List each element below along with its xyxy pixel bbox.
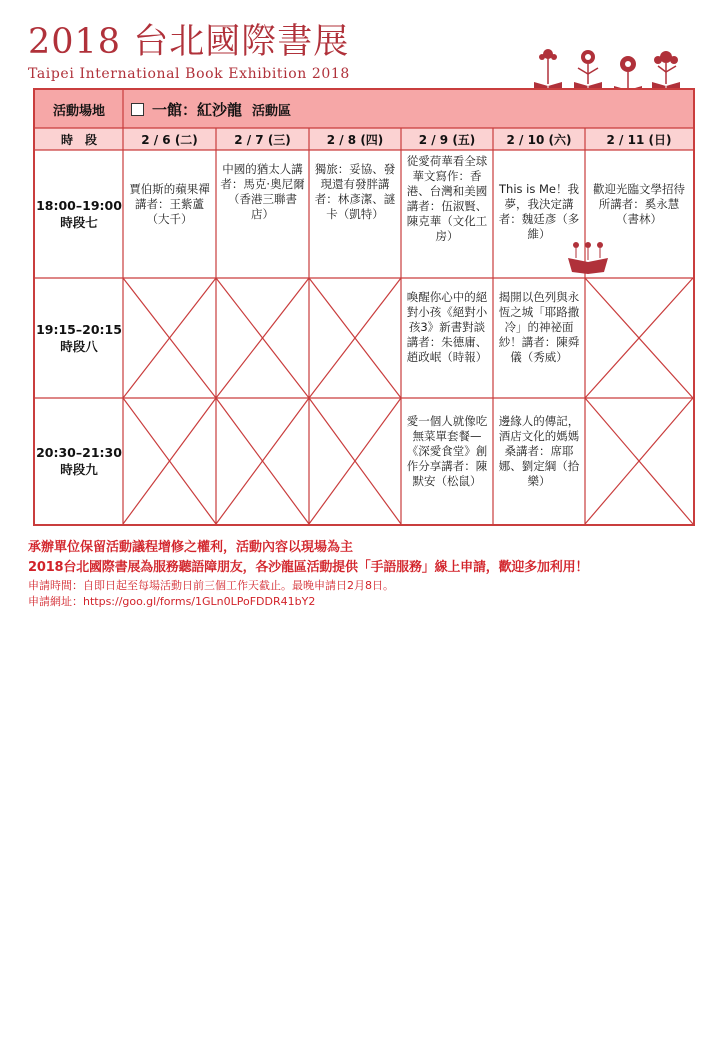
time-slot — [35, 278, 123, 398]
time-column-header: 時 段 — [60, 132, 97, 147]
small-flower-decoration-icon — [566, 240, 610, 274]
schedule-table — [33, 88, 695, 526]
exhibition-title: 2018 台北國際書展 — [28, 22, 350, 62]
exhibition-subtitle: Taipei International Book Exhibition 2018 — [28, 66, 350, 82]
event-cell: 獨旅：妥協、發現還有發胖講者：林彥潔、謎卡（凱特） — [314, 162, 396, 221]
time-slot — [35, 398, 123, 524]
note-sign-language: 2018台北國際書展為服務聽語障朋友，各沙龍區活動提供「手語服務」線上申請，歡迎多加利用！ — [28, 560, 589, 575]
date-header: 2 / 11 (日) — [606, 132, 672, 147]
checkbox-square-icon — [131, 103, 144, 116]
venue-area: 活動區 — [252, 104, 292, 119]
slot-name: 時段八 — [60, 339, 98, 354]
event-cell: 中國的猶太人講者：馬克‧奧尼爾（香港三聯書店） — [220, 162, 305, 221]
venue-label: 活動場地 — [52, 103, 105, 119]
date-header: 2 / 10 (六) — [506, 132, 572, 147]
event-cell: 揭開以色列與永恆之城「耶路撒冷」的神祕面紗！講者：陳舜儀（秀威） — [498, 290, 580, 364]
event-cell: 邊緣人的傳記，酒店文化的媽媽桑講者：席耶娜、劉定綱（拾樂） — [498, 414, 580, 488]
event-cell: 歡迎光臨文學招待所講者：奚永慧（書林） — [593, 182, 685, 226]
note-apply-time: 申請時間：自即日起至每場活動日前三個工作天截止。最晚申請日2月8日。 — [28, 579, 394, 592]
date-header: 2 / 8 (四) — [326, 132, 384, 147]
note-apply-url[interactable]: 申請網址：https://goo.gl/forms/1GLn0LPoFDDR41bY2 — [28, 595, 316, 608]
event-cell: 從愛荷華看全球華文寫作：香港、台灣和美國講者：伍淑賢、陳克華（文化工房） — [406, 154, 488, 243]
event-cell: 愛一個人就像吃無菜單套餐—《深愛食堂》創作分享講者：陳默安（松鼠） — [406, 414, 488, 488]
venue-name: 一館：紅沙龍 — [152, 101, 243, 119]
date-header: 2 / 9 (五) — [418, 132, 476, 147]
slot-time: 19:15–20:15 — [36, 322, 122, 337]
event-cell: This is Me！我夢，我決定講者：魏廷彥（多維） — [498, 182, 580, 241]
event-cell: 賈伯斯的蘋果禪講者：王紫蘆（大千） — [129, 182, 210, 226]
notes — [28, 538, 718, 610]
slot-name: 時段七 — [60, 215, 98, 230]
note-rights: 承辦單位保留活動議程增修之權利，活動內容以現場為主 — [28, 540, 354, 555]
date-header: 2 / 6 (二) — [141, 132, 198, 147]
slot-time: 18:00–19:00 — [36, 198, 122, 213]
event-cell: 喚醒你心中的絕對小孩《絕對小孩3》新書對談講者：朱德庸、趙政岷（時報） — [406, 290, 488, 364]
venue-name-group — [131, 99, 291, 120]
date-header: 2 / 7 (三) — [234, 132, 291, 147]
table-grid — [35, 90, 693, 524]
slot-name: 時段九 — [60, 462, 98, 477]
time-slot — [35, 150, 123, 278]
slot-time: 20:30–21:30 — [36, 445, 122, 460]
